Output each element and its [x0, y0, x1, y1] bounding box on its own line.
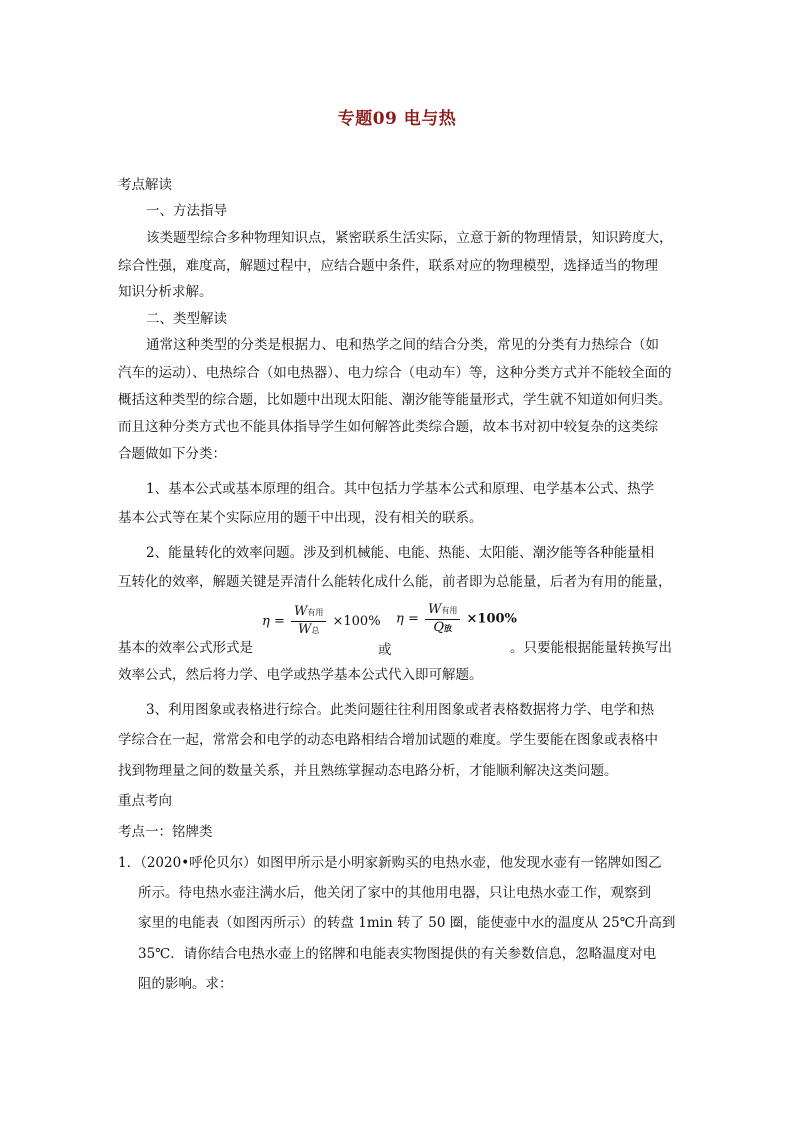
- formula-prefix: 基本的效率公式形式是: [118, 640, 253, 656]
- fraction: [425, 602, 460, 636]
- item3-line-2: 学综合在一起，常常会和电学的动态电路相结合增加试题的难度。学生要能在图象或表格中: [118, 732, 658, 748]
- efficiency-formula-heat: [396, 602, 517, 636]
- method-heading: 一、方法指导: [146, 203, 227, 219]
- item3-line-3: 找到物理量之间的数量关系，并且熟练掌握动态电路分析，才能顺利解决这类问题。: [118, 763, 618, 779]
- type-heading: 二、类型解读: [146, 311, 227, 327]
- numerator-symbol: W: [427, 602, 442, 617]
- numerator-symbol: W: [293, 604, 308, 619]
- item1-line-1: 1、基本公式或基本原理的组合。其中包括力学基本公式和原理、电学基本公式、热学: [146, 481, 655, 497]
- eta-symbol: η: [396, 611, 404, 627]
- equals-sign: =: [407, 611, 419, 627]
- section-heading-analysis: 考点解读: [118, 177, 172, 193]
- item2-line-1: 2、能量转化的效率问题。涉及到机械能、电能、热能、太阳能、潮汐能等各种能量相: [146, 545, 655, 561]
- type-line-2: 汽车的运动）、电热综合（如电热器）、电力综合（电动车）等，这种分类方式并不能较全面的: [118, 365, 672, 381]
- eta-symbol: η: [262, 614, 270, 629]
- formula-suffix: 。只要能根据能量转换写出: [510, 640, 672, 656]
- type-line-4: 而且这种分类方式也不能具体指导学生如何解答此类综合题，故本书对初中较复杂的这类综: [118, 419, 658, 435]
- denominator-subscript: 总: [311, 626, 320, 635]
- fraction-numerator: [291, 604, 326, 622]
- denominator-symbol: W: [297, 622, 312, 637]
- equals-sign: =: [273, 614, 285, 629]
- denominator-symbol: Q: [433, 620, 444, 635]
- item2-tail: 效率公式，然后将力学、电学或热学基本公式代入即可解题。: [118, 667, 483, 683]
- fraction-numerator: [425, 602, 460, 620]
- item3-line-1: 3、利用图象或表格进行综合。此类问题往往利用图象或者表格数据将力学、电学和热: [146, 702, 655, 718]
- efficiency-formula-total: [262, 604, 381, 639]
- fraction: [291, 604, 326, 639]
- point-heading-1: 考点一：铭牌类: [118, 824, 213, 840]
- section-heading-focus: 重点考向: [118, 793, 172, 809]
- question1-line-4: 35℃．请你结合电热水壶上的铭牌和电能表实物图提供的有关参数信息，忽略温度对电: [138, 946, 657, 962]
- question1-line-2: 所示。待电热水壶注满水后，他关闭了家中的其他用电器，只让电热水壶工作，观察到: [138, 885, 651, 901]
- question1-line-3: 家里的电能表（如图丙所示）的转盘 1min 转了 50 圈，能使壶中水的温度从 25℃升高到: [138, 915, 676, 931]
- formula-or: 或: [378, 642, 392, 658]
- question1-line-5: 阻的影响。求：: [138, 976, 233, 992]
- type-line-5: 合题做如下分类：: [118, 446, 226, 462]
- method-line-2: 综合性强，难度高，解题过程中，应结合题中条件，联系对应的物理模型，选择适当的物理: [118, 258, 658, 274]
- item1-line-2: 基本公式等在某个实际应用的题干中出现，没有相关的联系。: [118, 510, 483, 526]
- denominator-subscript: 放: [444, 623, 452, 633]
- method-line-3: 知识分析求解。: [118, 284, 213, 300]
- item2-line-2: 互转化的效率，解题关键是弄清什么能转化成什么能，前者即为总能量，后者为有用的能量，: [118, 574, 672, 590]
- question1-line-1: 1．（2020•呼伦贝尔）如图甲所示是小明家新购买的电热水壶，他发现水壶有一铭牌如图乙: [118, 855, 662, 871]
- page-title: 专题09 电与热: [337, 109, 457, 129]
- fraction-denominator: [291, 622, 326, 639]
- percent-factor: ×100%: [332, 614, 381, 629]
- type-line-3: 概括这种类型的综合题，比如题中出现太阳能、潮汐能等能量形式，学生就不知道如何归类。: [118, 392, 672, 408]
- fraction-denominator: [425, 620, 460, 636]
- numerator-subscript: 有用: [441, 606, 458, 615]
- percent-factor: ×100%: [466, 611, 517, 627]
- method-line-1: 该类题型综合多种物理知识点，紧密联系生活实际，立意于新的物理情景，知识跨度大，: [146, 230, 673, 246]
- numerator-subscript: 有用: [307, 608, 324, 617]
- type-line-1: 通常这种类型的分类是根据力、电和热学之间的结合分类，常见的分类有力热综合（如: [146, 337, 659, 353]
